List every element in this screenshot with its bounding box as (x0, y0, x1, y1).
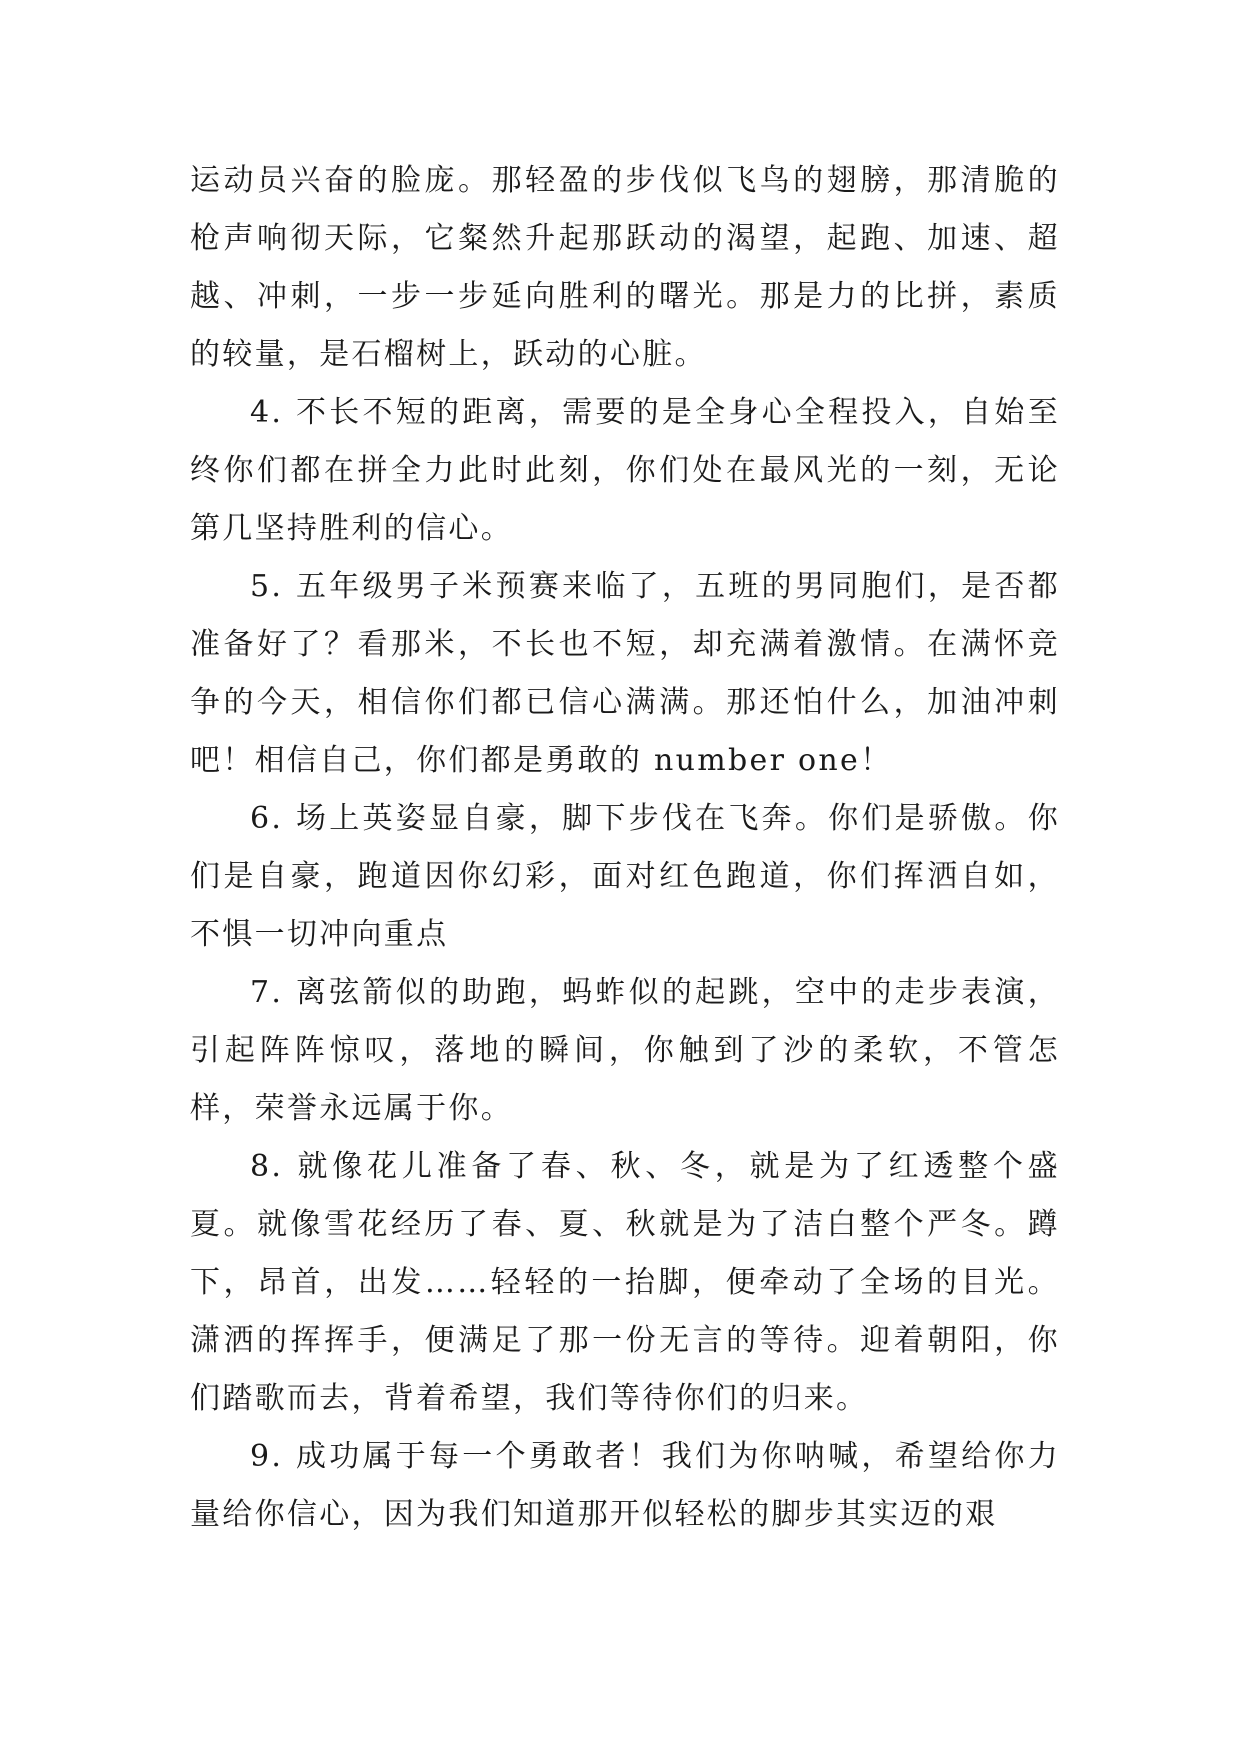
paragraph-7: 7. 离弦箭似的助跑，蚂蚱似的起跳，空中的走步表演，引起阵阵惊叹，落地的瞬间，你触到了沙的柔软，不管怎样，荣誉永远属于你。 (190, 975, 1060, 1126)
paragraph-4: 4. 不长不短的距离，需要的是全身心全程投入，自始至终你们都在拼全力此时此刻，你们处在最风光的一刻，无论第几坚持胜利的信心。 (190, 395, 1060, 546)
paragraph-6: 6. 场上英姿显自豪，脚下步伐在飞奔。你们是骄傲。你们是自豪，跑道因你幻彩，面对红色跑道，你们挥洒自如，不惧一切冲向重点 (190, 801, 1060, 952)
document-body (190, 152, 1060, 1544)
paragraph-9: 9. 成功属于每一个勇敢者！我们为你呐喊，希望给你力量给你信心，因为我们知道那开似轻松的脚步其实迈的艰 (190, 1439, 1060, 1532)
paragraph-5: 5. 五年级男子米预赛来临了，五班的男同胞们，是否都准备好了？看那米，不长也不短，却充满着激情。在满怀竞争的今天，相信你们都已信心满满。那还怕什么，加油冲刺吧！相信自己，你们都是勇敢的 number one！ (190, 569, 1060, 778)
paragraph-8: 8. 就像花儿准备了春、秋、冬，就是为了红透整个盛夏。就像雪花经历了春、夏、秋就是为了洁白整个严冬。蹲下，昂首，出发……轻轻的一抬脚，便牵动了全场的目光。潇洒的挥挥手，便满足了那一份无言的等待。迎着朝阳，你们踏歌而去，背着希望，我们等待你们的归来。 (190, 1149, 1060, 1416)
paragraph-continuation: 运动员兴奋的脸庞。那轻盈的步伐似飞鸟的翅膀，那清脆的枪声响彻天际，它粲然升起那跃动的渴望，起跑、加速、超越、冲刺，一步一步延向胜利的曙光。那是力的比拼，素质的较量，是石榴树上，跃动的心脏。 (190, 163, 1060, 372)
